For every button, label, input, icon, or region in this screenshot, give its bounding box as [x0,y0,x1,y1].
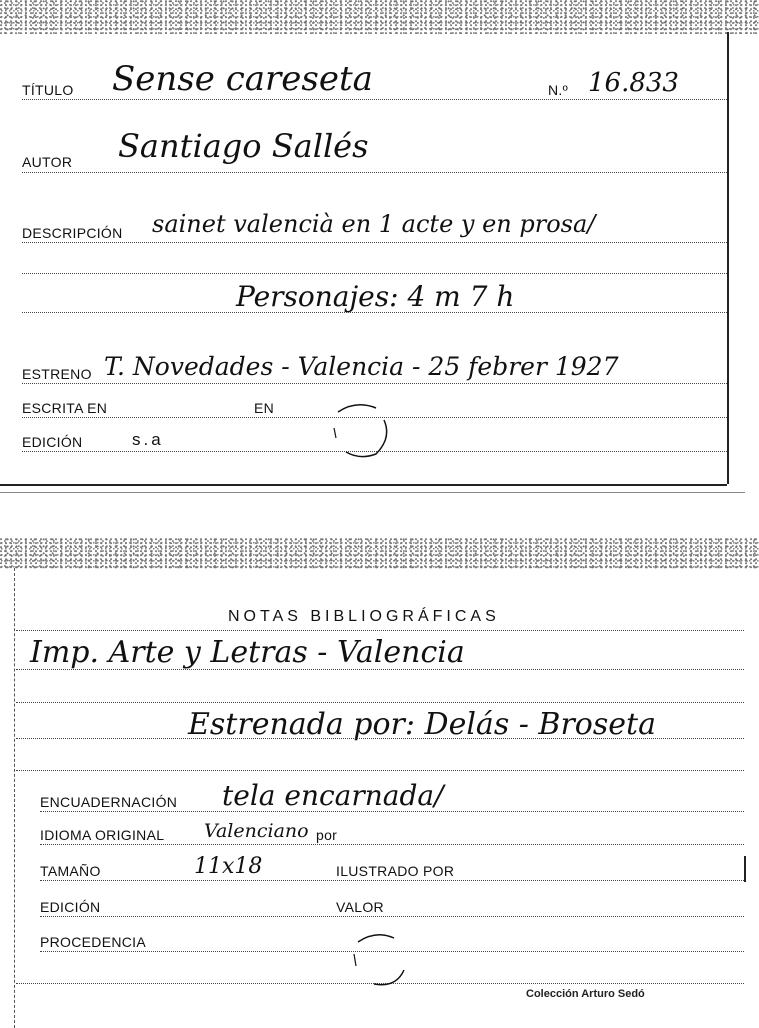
edicion-value: s.a [132,430,164,449]
estreno-value: T. Novedades - Valencia - 25 febrer 1927 [104,352,619,381]
nota-2: Estrenada por: Delás - Broseta [188,707,656,742]
numero-value: 16.833 [588,68,679,98]
blank-rule-1 [22,273,727,274]
blank-rule-2 [16,702,744,703]
personajes-value: Personajes: 4 m 7 h [236,280,515,313]
tamano-label: TAMAÑO [40,863,101,879]
nota-1: Imp. Arte y Letras - Valencia [30,635,465,670]
encuadernacion-label: ENCUADERNACIÓN [40,794,178,810]
autor-value: Santiago Sallés [118,127,369,165]
titulo-value: Sense careseta [112,59,373,99]
punch-hole-circle [348,930,412,992]
catalog-card-front [0,0,759,496]
nota-2-rule [16,738,744,739]
card-border-right [744,856,746,882]
idioma-rule [40,844,744,845]
edicion-rule [40,916,744,917]
coleccion-credit: Colección Arturo Sedó [526,988,645,1000]
titulo-rule [22,99,727,100]
valor-label: VALOR [336,899,384,915]
en-label: EN [254,400,275,416]
descripcion-rule [22,242,727,243]
numero-label: N.º [548,82,569,98]
card-border-bottom [0,484,727,486]
estreno-label: ESTRENO [22,366,92,382]
nota-1-rule [16,669,744,670]
descripcion-label: DESCRIPCIÓN [22,225,123,241]
titulo-label: TÍTULO [22,82,74,98]
card-border-right [727,32,729,484]
idioma-label: IDIOMA ORIGINAL [40,827,165,843]
card-separator [0,492,745,493]
catalog-card-back [0,538,759,1028]
edicion-label: EDICIÓN [22,434,83,450]
punch-hole-circle [326,398,394,460]
scan-edge-noise [0,0,759,34]
autor-rule [22,172,727,173]
autor-label: AUTOR [22,154,73,170]
procedencia-label: PROCEDENCIA [40,934,146,950]
edicion-label: EDICIÓN [40,899,101,915]
estreno-rule [22,383,727,384]
por-label: por [316,827,338,843]
scan-edge-noise [0,538,759,570]
blank-rule-3 [16,770,744,771]
card-border-left [14,568,15,1028]
personajes-rule [22,312,727,313]
notas-title: NOTAS BIBLIOGRÁFICAS [228,608,500,625]
tamano-value: 11x18 [194,854,263,879]
notas-rule [16,630,744,631]
ilustrado-label: ILUSTRADO POR [336,863,455,879]
escrita-en-label: ESCRITA EN [22,400,108,416]
encuadernacion-value: tela encarnada/ [222,779,444,812]
tamano-rule [40,880,744,881]
idioma-value: Valenciano [204,820,309,842]
descripcion-value: sainet valencià en 1 acte y en prosa/ [152,210,596,238]
encuadernacion-rule [40,811,744,812]
